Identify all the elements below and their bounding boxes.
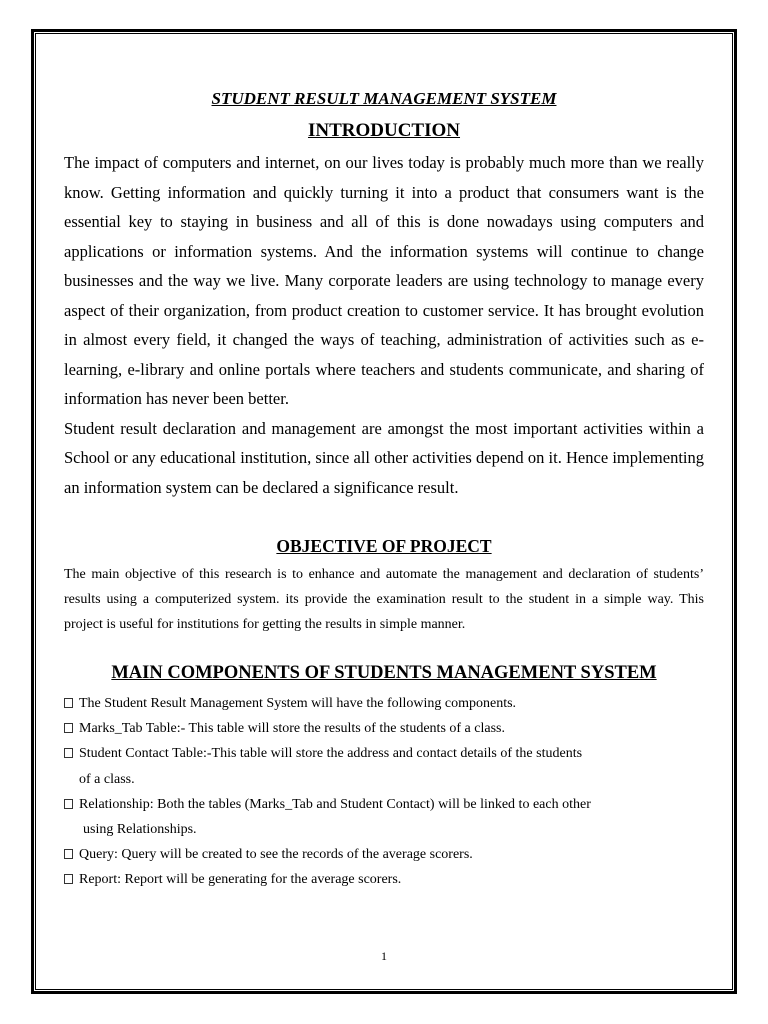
components-list [64,691,704,893]
bullet-box-icon [64,799,73,809]
objective-heading: OBJECTIVE OF PROJECT [276,536,492,556]
list-item [64,741,704,766]
list-item [64,842,704,867]
introduction-paragraph-1: The impact of computers and internet, on our lives today is probably much more than we really know. Getting information and quickly turning it into a product that consumers want is the essential key to staying in business and all of this is done nowadays using computers and applications or information systems. And the information systems will continue to change businesses and the way we live. Many corporate leaders are using technology to manage every aspect of their organization, from product creation to customer service. It has brought evolution in almost every field, it changed the ways of teaching, administration of activities such as e-learning, e-library and online portals where teachers and students communicate, and sharing of information has never been better. [64,153,704,408]
list-item [64,792,704,817]
list-item-text: The Student Result Management System will have the following components. [79,696,517,711]
list-item-text: Relationship: Both the tables (Marks_Tab and Student Contact) will be linked to each other [79,796,591,812]
list-item-text: Marks_Tab Table:- This table will store the results of the students of a class. [79,721,505,737]
list-item-text: of a class. [79,771,135,787]
list-item-continuation [64,767,704,792]
page-number: 1 [381,949,387,963]
introduction-paragraph-2: Student result declaration and management are amongst the most important activities within a School or any educational institution, since all other activities depend on it. Hence implementing an information system can be declared a significance result. [64,418,704,497]
bullet-box-icon [64,849,73,859]
list-item-text: Query: Query will be created to see the records of the average scorers. [79,847,473,863]
introduction-heading: INTRODUCTION [307,120,461,141]
list-item-text: Report: Report will be generating for the average scorers. [79,872,402,888]
bullet-box-icon [64,874,73,884]
objective-paragraph: The main objective of this research is to enhance and automate the management and declaration of students’ results using a computerized system. its provide the examination result to the student in a simple way. This project is useful for institutions for getting the results in simple manner. [64,567,704,632]
list-item-text: using Relationships. [83,822,197,838]
document-body [64,86,704,893]
bullet-box-icon [64,748,73,758]
bullet-box-icon [64,723,73,733]
bullet-box-icon [64,698,73,708]
document-title: STUDENT RESULT MANAGEMENT SYSTEM [211,89,557,108]
components-heading: MAIN COMPONENTS OF STUDENTS MANAGEMENT SYSTEM [111,663,657,683]
list-item-text: Student Contact Table:-This table will store the address and contact details of the students [79,746,583,762]
list-item [64,691,704,716]
list-item [64,867,704,892]
list-item [64,716,704,741]
list-item-continuation [64,817,704,842]
